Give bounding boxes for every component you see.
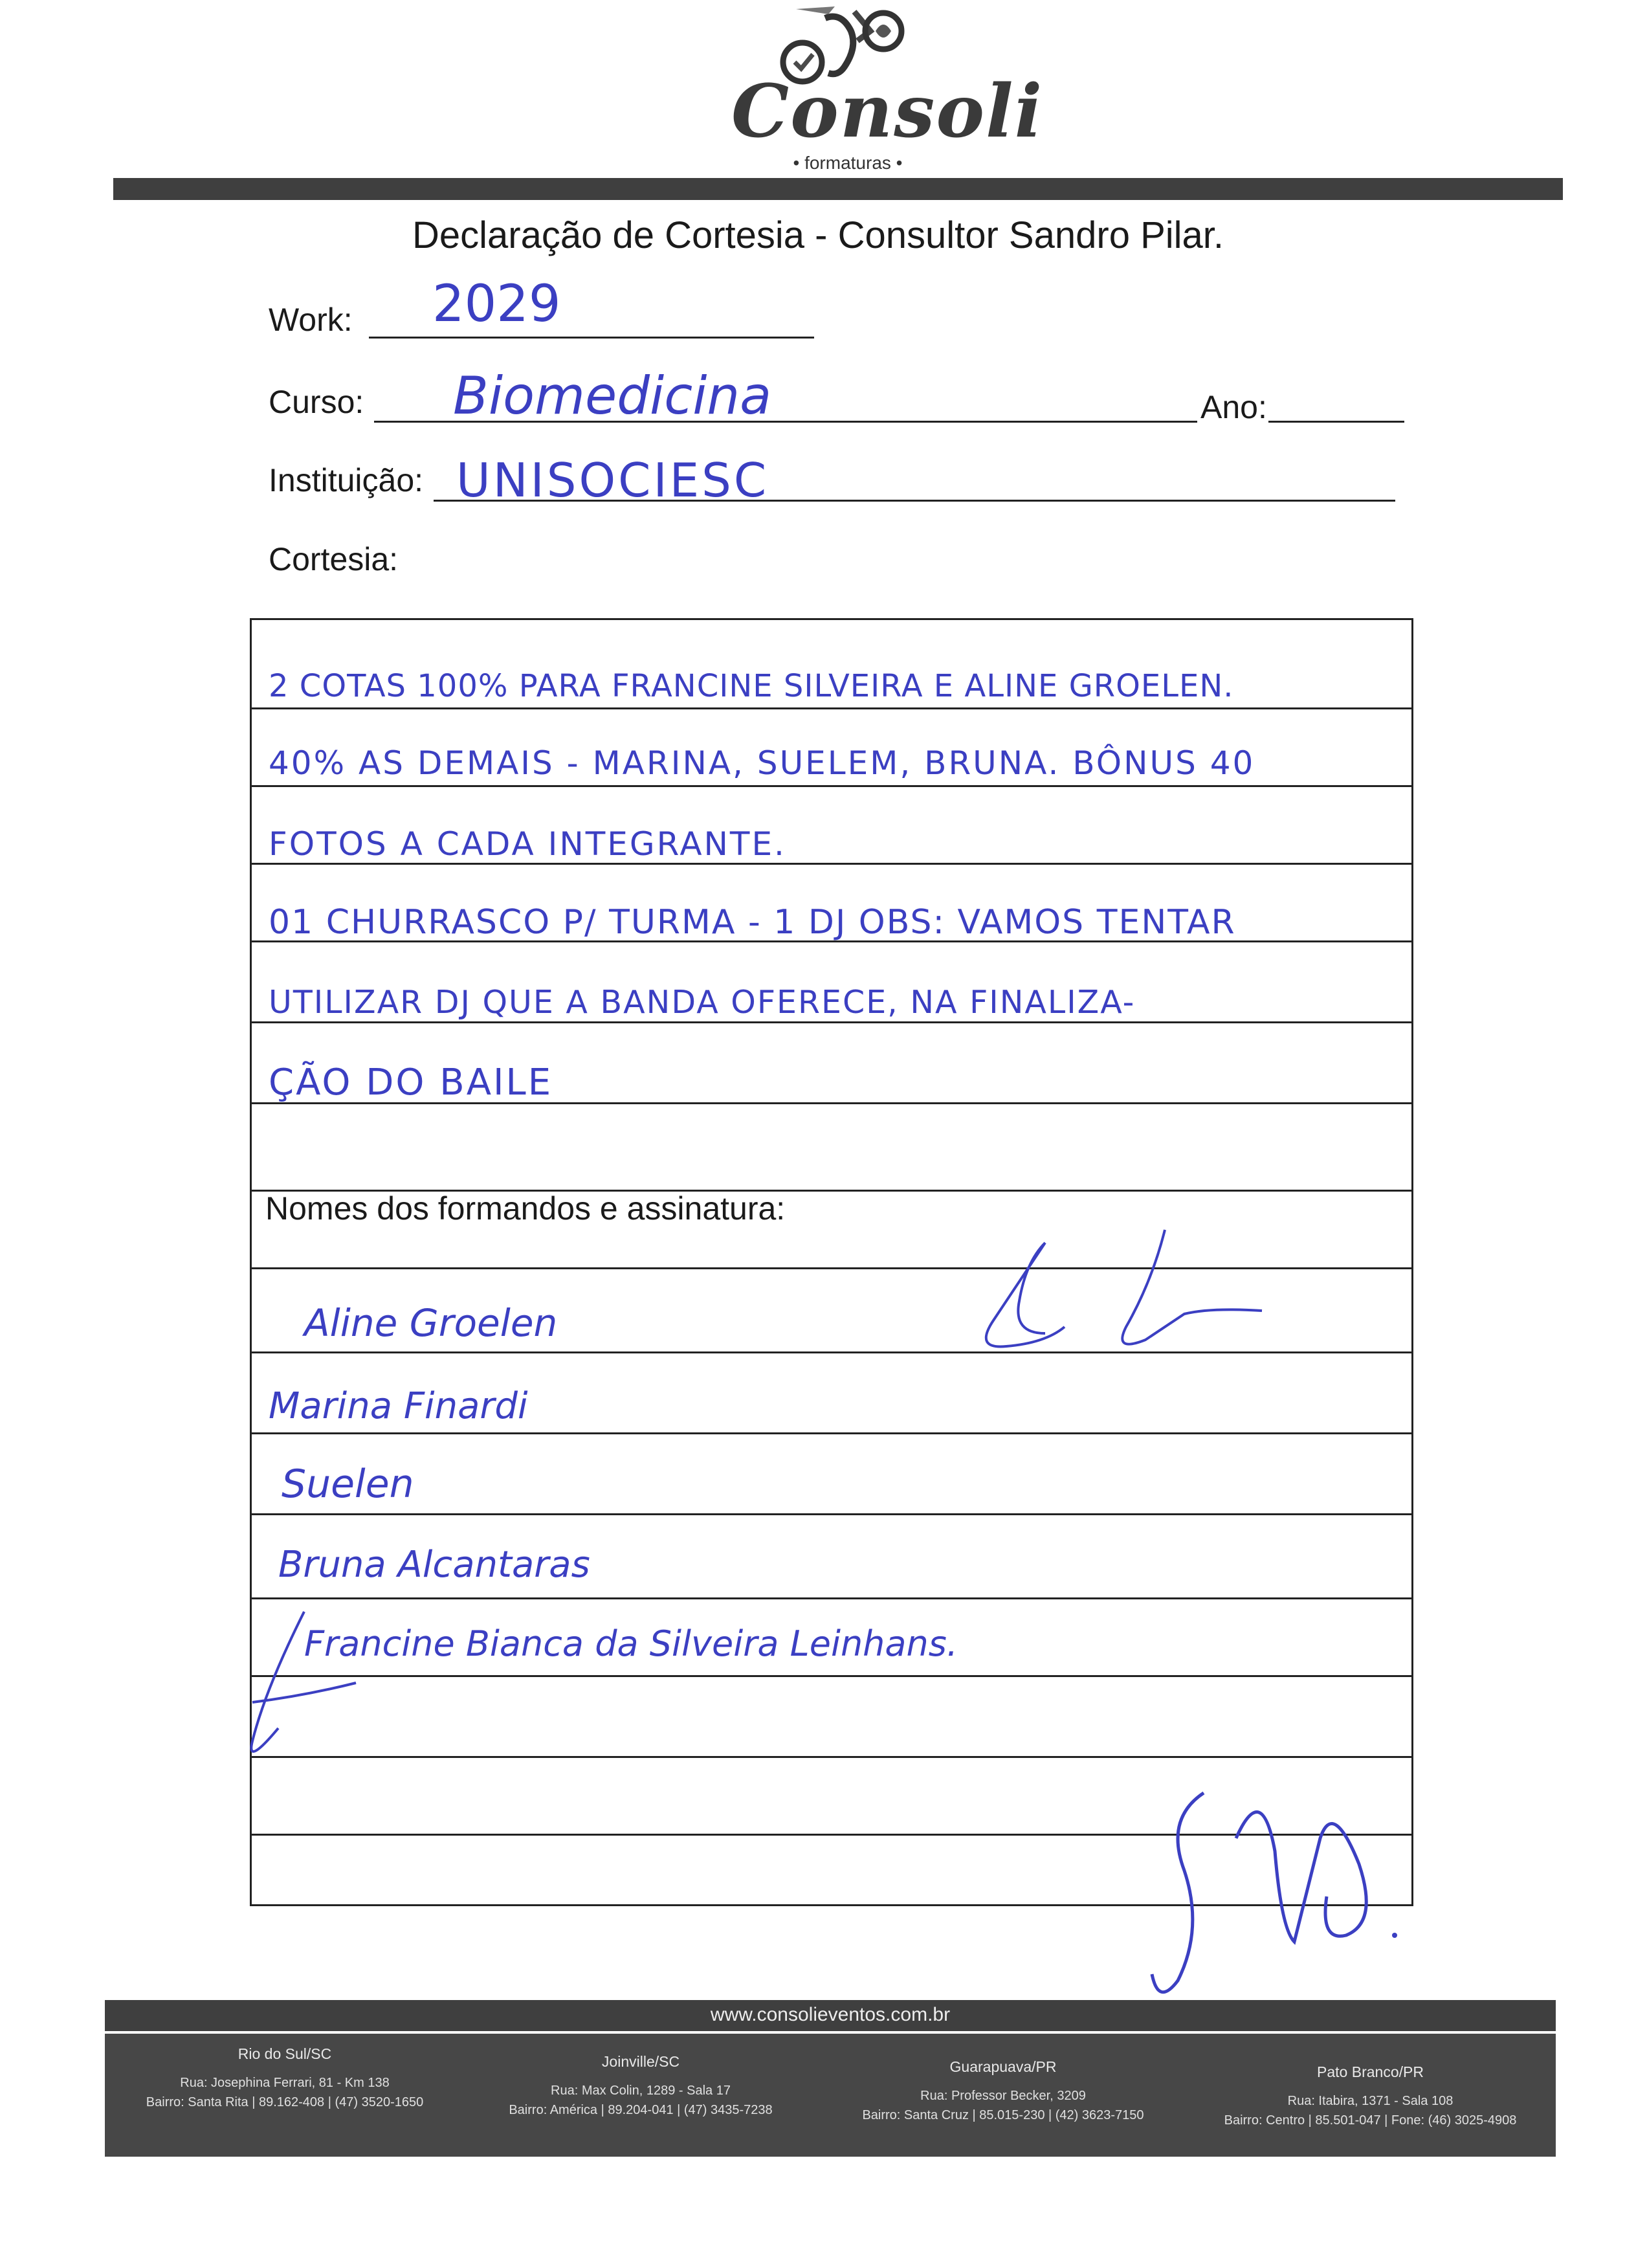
instituicao-label: Instituição:	[269, 462, 424, 498]
signature-francine-flourish	[227, 1605, 395, 1773]
office-contact: Bairro: Santa Rita | 89.162-408 | (47) 3520-1650	[146, 2095, 424, 2109]
office-city: Pato Branco/PR	[1317, 2063, 1424, 2080]
work-value: 2029	[432, 275, 561, 333]
table-rule	[252, 1021, 1411, 1023]
cortesia-line: ÇÃO DO BAILE	[269, 1062, 553, 1104]
table-rule	[252, 863, 1411, 865]
signature-consultor	[1145, 1786, 1417, 2007]
page-title: Declaração de Cortesia - Consultor Sandro Pilar.	[412, 214, 1224, 256]
office-address: Rua: Max Colin, 1289 - Sala 17	[551, 2084, 731, 2098]
footer-website[interactable]: www.consolieventos.com.br	[710, 2004, 951, 2025]
nomes-label: Nomes dos formandos e assinatura:	[265, 1190, 786, 1227]
cortesia-line: 2 COTAS 100% PARA FRANCINE SILVEIRA E ALINE GROELEN.	[269, 668, 1234, 704]
office-rio-do-sul	[110, 2045, 459, 2112]
formando-name: Marina Finardi	[269, 1385, 528, 1427]
cortesia-line: 01 CHURRASCO P/ TURMA - 1 DJ OBS: VAMOS TENTAR	[269, 903, 1236, 942]
ano-underline	[1268, 421, 1404, 423]
office-contact: Bairro: América | 89.204-041 | (47) 3435-7238	[509, 2103, 773, 2117]
office-city: Rio do Sul/SC	[238, 2045, 332, 2062]
office-city: Joinville/SC	[601, 2053, 680, 2070]
curso-label: Curso:	[269, 384, 364, 420]
brand-tagline: • formaturas •	[793, 153, 903, 173]
table-rule	[252, 707, 1411, 709]
cortesia-line: 40% AS DEMAIS - MARINA, SUELEM, BRUNA. BÔNUS 40	[269, 744, 1255, 782]
table-rule	[252, 785, 1411, 787]
office-address: Rua: Itabira, 1371 - Sala 108	[1287, 2094, 1454, 2108]
brand-name: Consoli	[731, 69, 1044, 154]
cortesia-line: UTILIZAR DJ QUE A BANDA OFERECE, NA FINALIZA-	[269, 984, 1136, 1021]
formando-name: Bruna Alcantaras	[278, 1544, 590, 1586]
office-pato-branco	[1188, 2063, 1553, 2130]
header-divider-bar	[113, 178, 1563, 200]
cortesia-label: Cortesia:	[269, 541, 399, 577]
formando-name: Aline Groelen	[304, 1301, 558, 1345]
office-address: Rua: Professor Becker, 3209	[920, 2089, 1086, 2103]
table-rule	[252, 1675, 1411, 1677]
office-address: Rua: Josephina Ferrari, 81 - Km 138	[180, 2076, 390, 2090]
office-guarapuava	[819, 2058, 1188, 2125]
instituicao-value: UNISOCIESC	[456, 453, 769, 507]
work-label: Work:	[269, 302, 353, 338]
work-underline	[369, 337, 814, 339]
curso-value: Biomedicina	[453, 366, 772, 426]
formando-name: Francine Bianca da Silveira Leinhans.	[304, 1623, 958, 1664]
office-contact: Bairro: Santa Cruz | 85.015-230 | (42) 3623-7150	[862, 2108, 1144, 2122]
formando-name: Suelen	[282, 1462, 414, 1507]
table-rule	[252, 1756, 1411, 1758]
signature-aline	[932, 1217, 1268, 1385]
table-rule	[252, 1432, 1411, 1434]
table-rule	[252, 1597, 1411, 1599]
brand-logo	[718, 5, 1044, 175]
office-contact: Bairro: Centro | 85.501-047 | Fone: (46) 3025-4908	[1224, 2113, 1517, 2128]
office-city: Guarapuava/PR	[949, 2058, 1057, 2075]
cortesia-line: FOTOS A CADA INTEGRANTE.	[269, 825, 786, 863]
office-joinville	[459, 2053, 822, 2120]
ano-label: Ano:	[1200, 389, 1267, 425]
table-rule	[252, 1513, 1411, 1515]
